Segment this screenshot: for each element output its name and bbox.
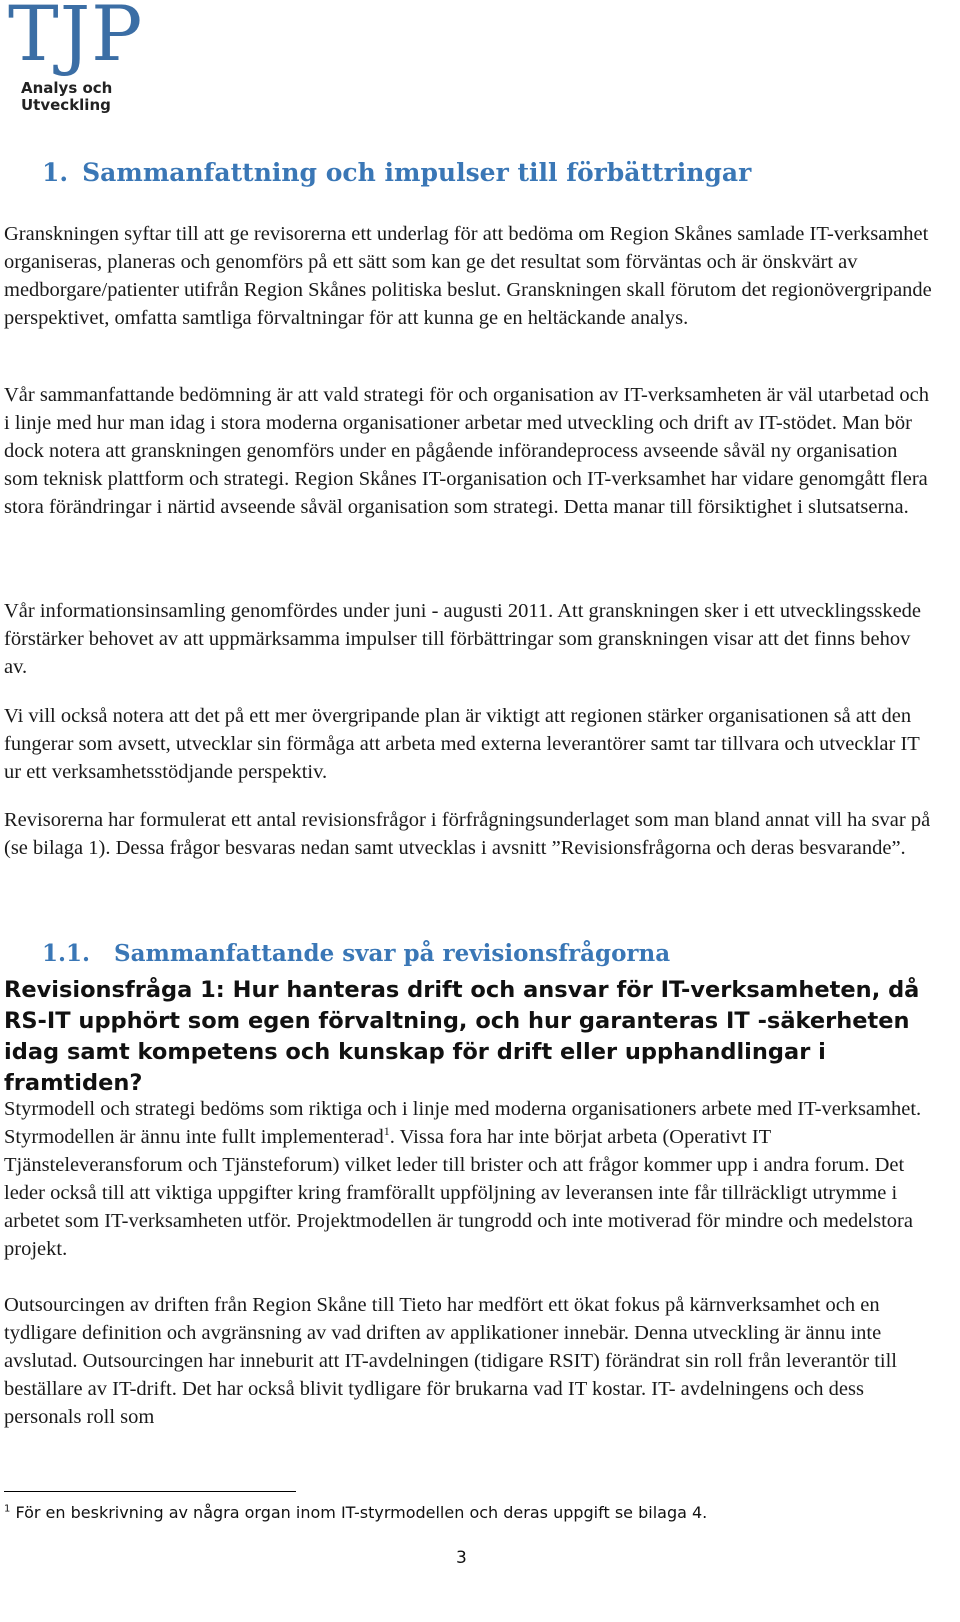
paragraph-text: Revisorerna har formulerat ett antal revisionsfrågor i förfrågningsunderlaget som man bland annat vill ha svar på (se bilaga 1). Dessa frågor besvaras nedan samt utvecklas i avsnitt ”Revisionsfrågorna och deras besvarande”. — [4, 809, 931, 859]
subsection-heading — [42, 940, 670, 967]
subsection-number: 1.1. — [42, 940, 91, 967]
logo-subtitle — [21, 80, 112, 114]
page-number: 3 — [456, 1548, 467, 1568]
footnote-divider — [4, 1491, 296, 1492]
footnote — [4, 1503, 707, 1522]
paragraph-4 — [4, 702, 934, 786]
paragraph-text: Vi vill också notera att det på ett mer övergripande plan är viktigt att regionen stärker organisationen så att den fungerar som avsett, utvecklar sin förmåga att arbeta med externa leverantörer samt tar tillvara och utvecklar IT ur ett verksamhetsstödjande perspektiv. — [4, 705, 920, 783]
logo-subtitle-line2: Utveckling — [21, 96, 111, 114]
footnote-text: För en beskrivning av några organ inom IT-styrmodellen och deras uppgift se bilaga 4. — [15, 1503, 708, 1522]
paragraph-text: Vår sammanfattande bedömning är att vald strategi för och organisation av IT-verksamheten är väl utarbetad och i linje med hur man idag i stora moderna organisationer arbetar med utveckling och drift av IT-stödet. Man bör dock notera att granskningen genomförs under en pågående införandeprocess avseende såväl ny organisation som teknisk plattform och strategi. Region Skånes IT-organisation och IT-verksamhet har vidare genomgått flera stora förändringar i närtid avseende såväl organisation som strategi. Detta manar till försiktighet i slutsatserna. — [4, 384, 930, 518]
section-heading — [42, 158, 751, 187]
answer-text — [4, 1095, 934, 1263]
paragraph-text: Vår informationsinsamling genomfördes under juni - augusti 2011. Att granskningen sker i ett utvecklingsskede förstärker behovet av att uppmärksamma impulser till förbättringar som granskningen visar att det finns behov av. — [4, 600, 922, 678]
paragraph-5 — [4, 806, 934, 862]
answer-paragraph-2 — [4, 1291, 934, 1431]
answer-text: Outsourcingen av driften från Region Skåne till Tieto har medfört ett ökat fokus på kärnverksamhet och en tydligare definition och avgränsning av vad driften av applikationer innebär. Denna utveckling är ännu inte avslutad. Outsourcingen har inneburit att IT-avdelningen (tidigare RSIT) förändrat sin roll från leverantör till beställare av IT-drift. Det har också blivit tydligare för brukarna vad IT kostar. IT- avdelningens och dess personals roll som — [4, 1294, 898, 1428]
footnote-reference[interactable]: 1 — [383, 1124, 390, 1139]
answer-text-part1: Styrmodell och strategi bedöms som riktiga och i linje med moderna organisationers arbete med IT-verksamhet. Styrmodellen är ännu inte fullt implementerad — [4, 1098, 922, 1148]
subsection-title: Sammanfattande svar på revisionsfrågorna — [114, 940, 671, 967]
paragraph-1 — [4, 220, 934, 332]
logo-subtitle-line1: Analys och — [21, 79, 113, 97]
answer-paragraph-1 — [4, 1095, 934, 1263]
tjp-logo — [8, 0, 144, 117]
logo-letters: TJP — [8, 0, 144, 78]
section-title: Sammanfattning och impulser till förbättringar — [82, 158, 752, 187]
section-number: 1. — [42, 158, 69, 187]
paragraph-3 — [4, 597, 934, 681]
answer-text-part2: . Vissa fora har inte börjat arbeta (Operativt IT Tjänsteleveransforum och Tjänsteforum) vilket leder till brister och att frågor kommer upp i andra forum. Det leder också till att viktiga uppgifter kring framförallt uppföljning av leveransen inte får tillräckligt utrymme i arbetet som IT-verksamheten utför. Projektmodellen är tungrodd och inte motiverad för mindre och medelstora projekt. — [4, 1126, 913, 1260]
revision-question: Revisionsfråga 1: Hur hanteras drift och ansvar för IT-verksamheten, då RS-IT upphört som egen förvaltning, och hur garanteras IT -säkerheten idag samt kompetens och kunskap för drift eller upphandlingar i framtiden? — [4, 977, 920, 1096]
paragraph-2 — [4, 381, 934, 521]
paragraph-text: Granskningen syftar till att ge revisorerna ett underlag för att bedöma om Region Skånes samlade IT-verksamhet organiseras, planeras och genomförs på ett sätt som kan ge det resultat som förväntas och är önskvärt av medborgare/patienter utifrån Region Skånes politiska beslut. Granskningen skall förutom det regionövergripande perspektivet, omfatta samtliga förvaltningar för att kunna ge en heltäckande analys. — [4, 223, 932, 329]
footnote-marker: 1 — [4, 1503, 11, 1515]
